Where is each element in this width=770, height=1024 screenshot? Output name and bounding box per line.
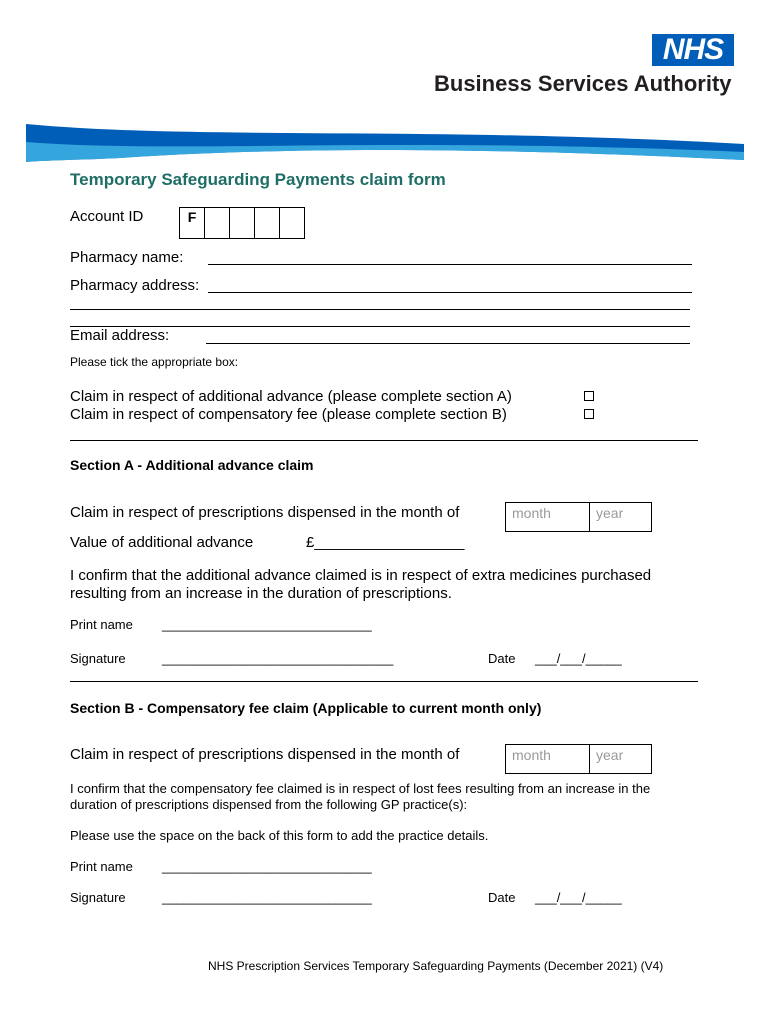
form-title: Temporary Safeguarding Payments claim form — [70, 170, 446, 189]
section-b-date-label: Date — [488, 890, 516, 905]
account-id-label: Account ID — [70, 208, 144, 225]
account-id-input[interactable] — [179, 207, 305, 239]
section-b-back-note: Please use the space on the back of this form to add the practice details. — [70, 828, 489, 843]
pharmacy-address-label: Pharmacy address: — [70, 277, 200, 294]
divider — [70, 681, 698, 682]
section-b-month-input[interactable]: month — [506, 745, 590, 773]
footer-text: NHS Prescription Services Temporary Safeguarding Payments (December 2021) (V4) — [208, 959, 664, 973]
option-b-checkbox[interactable] — [584, 409, 594, 419]
section-b-date-field[interactable]: ___/___/_____ — [535, 890, 622, 905]
account-id-digit[interactable] — [254, 208, 279, 238]
pharmacy-name-label: Pharmacy name: — [70, 249, 184, 266]
header-swoosh-graphic — [0, 118, 770, 168]
section-a-heading: Section A - Additional advance claim — [70, 457, 314, 473]
section-a-month-label: Claim in respect of prescriptions dispensed in the month of — [70, 504, 460, 521]
section-b-signature-field[interactable]: _____________________________ — [162, 890, 372, 905]
account-id-digit[interactable] — [229, 208, 254, 238]
section-a-month-year-input[interactable] — [505, 502, 652, 532]
account-id-digit[interactable] — [279, 208, 304, 238]
section-a-month-input[interactable]: month — [506, 503, 590, 531]
tick-instruction: Please tick the appropriate box: — [70, 355, 239, 369]
section-b-print-name-label: Print name — [70, 859, 133, 874]
section-b-year-input[interactable]: year — [596, 747, 624, 763]
email-field[interactable] — [206, 343, 690, 344]
section-a-signature-field[interactable]: ________________________________ — [162, 651, 394, 666]
account-id-prefix: F — [187, 209, 197, 225]
section-b-signature-label: Signature — [70, 890, 126, 905]
section-a-date-label: Date — [488, 651, 516, 666]
section-a-print-name-label: Print name — [70, 617, 133, 632]
option-a-label: Claim in respect of additional advance (please complete section A) — [70, 388, 512, 405]
pharmacy-address-field[interactable] — [208, 292, 692, 293]
section-a-year-input[interactable]: year — [596, 505, 624, 521]
section-b-month-label: Claim in respect of prescriptions dispensed in the month of — [70, 746, 460, 763]
account-id-digit[interactable] — [204, 208, 229, 238]
section-b-month-year-input[interactable] — [505, 744, 652, 774]
section-b-confirmation: I confirm that the compensatory fee claimed is in respect of lost fees resulting from an increase in the duration of prescriptions dispensed from the following GP practice(s): — [70, 781, 651, 812]
value-label: Value of additional advance — [70, 534, 254, 551]
org-name: Business Services Authority — [434, 71, 732, 96]
section-a-date-field[interactable]: ___/___/_____ — [535, 651, 622, 666]
section-b-print-name-field[interactable]: _____________________________ — [162, 859, 372, 874]
section-a-signature-label: Signature — [70, 651, 126, 666]
divider — [70, 440, 698, 441]
section-a-confirmation: I confirm that the additional advance claimed is in respect of extra medicines purchased resulting from an increase in the duration of prescriptions. — [70, 567, 652, 602]
value-field[interactable]: £__________________ — [306, 534, 465, 551]
option-b-label: Claim in respect of compensatory fee (please complete section B) — [70, 406, 507, 423]
section-a-print-name-field[interactable]: _____________________________ — [162, 617, 372, 632]
section-b-heading: Section B - Compensatory fee claim (Applicable to current month only) — [70, 700, 542, 716]
email-label: Email address: — [70, 327, 170, 344]
pharmacy-address-field[interactable] — [70, 309, 690, 310]
nhs-logo: NHS — [652, 34, 734, 66]
pharmacy-name-field[interactable] — [208, 264, 692, 265]
option-a-checkbox[interactable] — [584, 391, 594, 401]
